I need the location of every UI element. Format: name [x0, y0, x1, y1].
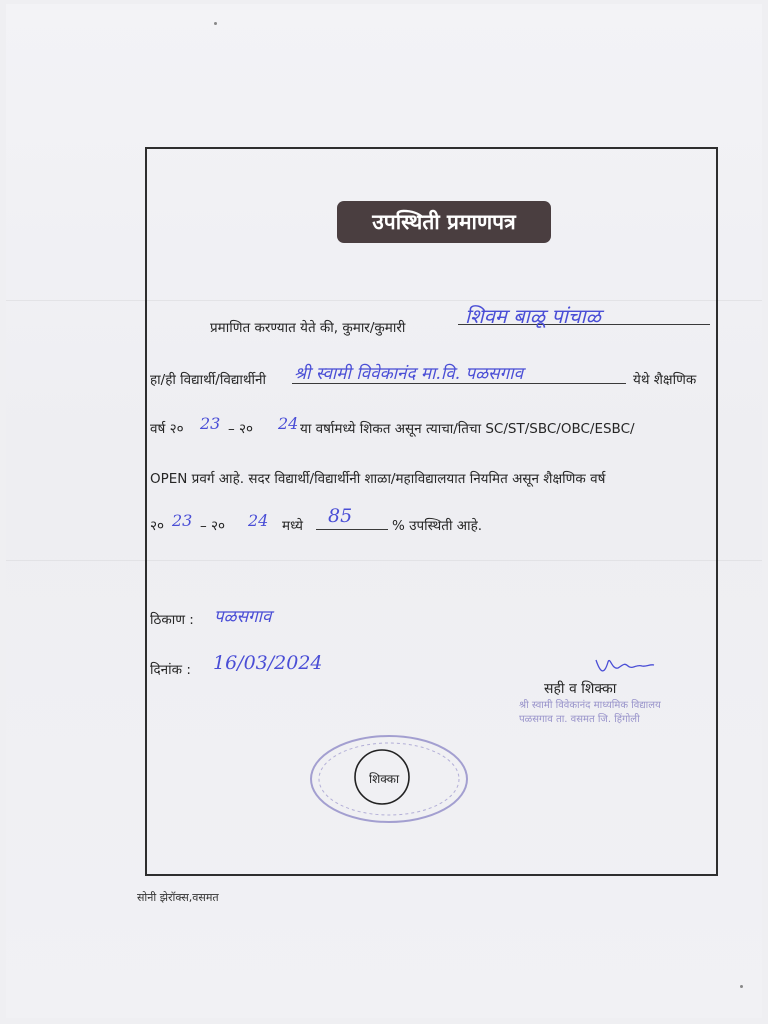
percent-underline: [316, 529, 388, 530]
paper-speck: [214, 22, 217, 25]
place-label: ठिकाण :: [150, 612, 194, 628]
signature-scribble: [590, 652, 660, 680]
date-value: 16/03/2024: [213, 652, 323, 674]
date-label: दिनांक :: [150, 662, 191, 678]
signature-label: सही व शिक्का: [544, 681, 617, 697]
year-start-2: 23: [172, 511, 193, 530]
stamp-line-2: पळसगाव ता. वसमत जि. हिंगोली: [519, 714, 640, 725]
regular-attendance-text: OPEN प्रवर्ग आहे. सदर विद्यार्थी/विद्यार्थीनी शाळा/महाविद्यालयात नियमित असून शैक्षणिक वर्ष: [150, 471, 606, 487]
student-name: शिवम बाळू पांचाळ: [465, 304, 601, 328]
year-start-1: 23: [200, 414, 221, 433]
student-label-text: हा/ही विद्यार्थी/विद्यार्थीनी: [150, 372, 266, 388]
year-dash-text: – २०: [228, 421, 254, 437]
attendance-percent: 85: [328, 505, 353, 527]
year-prefix-text-2: २०: [150, 518, 165, 534]
seal-label: शिक्का: [369, 772, 400, 786]
category-text: या वर्षामध्ये शिकत असून त्याचा/तिचा SC/ST/SBC/OBC/ESBC/: [300, 421, 635, 437]
paper-speck: [740, 985, 743, 988]
shop-footer: सोनी झेरॉक्स,वसमत: [137, 891, 219, 904]
school-name: श्री स्वामी विवेकानंद मा.वि. पळसगाव: [294, 364, 524, 384]
place-value: पळसगाव: [214, 607, 272, 627]
attendance-text: % उपस्थिती आहे.: [392, 518, 483, 534]
year-prefix-text: वर्ष २०: [150, 421, 184, 437]
stamp-line-1: श्री स्वामी विवेकानंद माध्यमिक विद्यालय: [519, 700, 661, 711]
year-end-1: 24: [278, 414, 299, 433]
year-end-2: 24: [248, 511, 269, 530]
academic-text: येथे शैक्षणिक: [633, 372, 697, 388]
year-dash-text-2: – २०: [200, 518, 226, 534]
intro-text: प्रमाणित करण्यात येते की, कुमार/कुमारी: [210, 320, 406, 336]
certificate-title: उपस्थिती प्रमाणपत्र: [337, 201, 551, 243]
in-text: मध्ये: [282, 518, 303, 534]
